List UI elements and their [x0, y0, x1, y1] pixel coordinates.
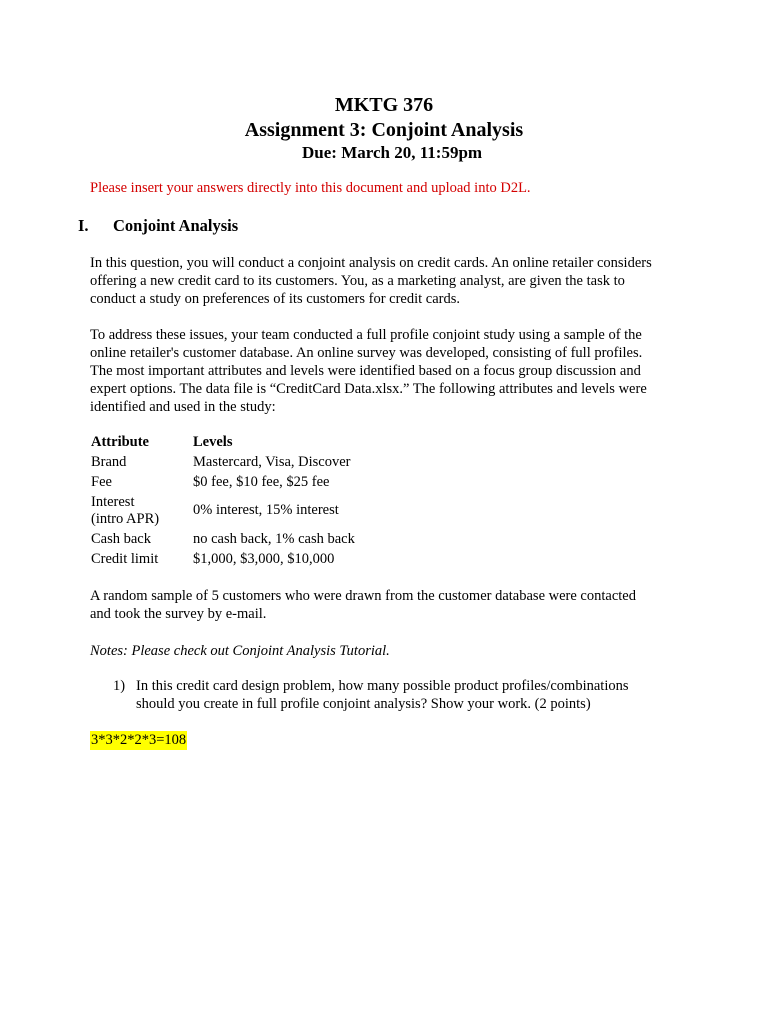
question-line: should you create in full profile conjoint analysis? Show your work. (2 points)	[136, 696, 591, 712]
attribute-cell	[88, 492, 193, 529]
section-number: I.	[78, 216, 89, 235]
paragraph-line: To address these issues, your team conducted a full profile conjoint study using a sample of the	[90, 327, 642, 343]
paragraph-line: conduct a study on preferences of its customers for credit cards.	[90, 291, 461, 307]
notes-text: Notes: Please check out Conjoint Analysis Tutorial.	[90, 643, 390, 659]
due-date: Due: March 20, 11:59pm	[302, 143, 483, 162]
course-title: MKTG 376	[334, 94, 434, 116]
table-row	[88, 549, 355, 569]
attribute-cell: Credit limit	[91, 550, 159, 567]
question-number: 1)	[113, 678, 126, 694]
attribute-cell: Fee	[91, 473, 112, 490]
paragraph-line: In this question, you will conduct a conjoint analysis on credit cards. An online retailer considers	[90, 255, 652, 271]
study-paragraph	[90, 326, 690, 416]
table-row	[88, 472, 355, 492]
section-heading	[78, 215, 238, 237]
levels-cell: $1,000, $3,000, $10,000	[193, 550, 335, 567]
paragraph-line: expert options. The data file is “CreditCard Data.xlsx.” The following attributes and levels were	[90, 381, 647, 397]
paragraph-line: offering a new credit card to its customers. You, as a marketing analyst, are given the task to	[90, 273, 625, 289]
table-header-row	[88, 432, 355, 452]
attribute-line: (intro APR)	[91, 510, 160, 527]
intro-paragraph	[90, 254, 690, 308]
table-header-levels: Levels	[193, 433, 233, 450]
paragraph-line: The most important attributes and levels were identified based on a focus group discussion and	[90, 363, 641, 379]
table-row	[88, 452, 355, 472]
levels-cell: $0 fee, $10 fee, $25 fee	[193, 473, 330, 490]
instruction-text: Please insert your answers directly into this document and upload into D2L.	[90, 180, 531, 196]
attribute-cell: Cash back	[91, 530, 151, 547]
question-line: In this credit card design problem, how many possible product profiles/combinations	[136, 678, 629, 694]
attribute-table	[88, 432, 355, 569]
paragraph-line: and took the survey by e-mail.	[90, 606, 267, 622]
levels-cell: Mastercard, Visa, Discover	[193, 453, 351, 470]
assignment-title: Assignment 3: Conjoint Analysis	[244, 119, 524, 141]
attribute-line: Interest	[91, 493, 135, 510]
answer-highlight: 3*3*2*2*3=108	[91, 732, 187, 748]
question-text	[136, 677, 696, 713]
attribute-cell: Brand	[91, 453, 127, 470]
sample-paragraph	[90, 587, 690, 623]
levels-cell: 0% interest, 15% interest	[193, 502, 339, 518]
table-header-attribute: Attribute	[91, 433, 149, 450]
paragraph-line: online retailer's customer database. An online survey was developed, consisting of full profiles.	[90, 345, 643, 361]
paragraph-line: A random sample of 5 customers who were drawn from the customer database were contacted	[90, 588, 636, 604]
section-title: Conjoint Analysis	[113, 216, 239, 235]
paragraph-line: identified and used in the study:	[90, 399, 276, 415]
table-row	[88, 529, 355, 549]
table-row	[88, 492, 355, 529]
levels-cell: no cash back, 1% cash back	[193, 530, 355, 547]
